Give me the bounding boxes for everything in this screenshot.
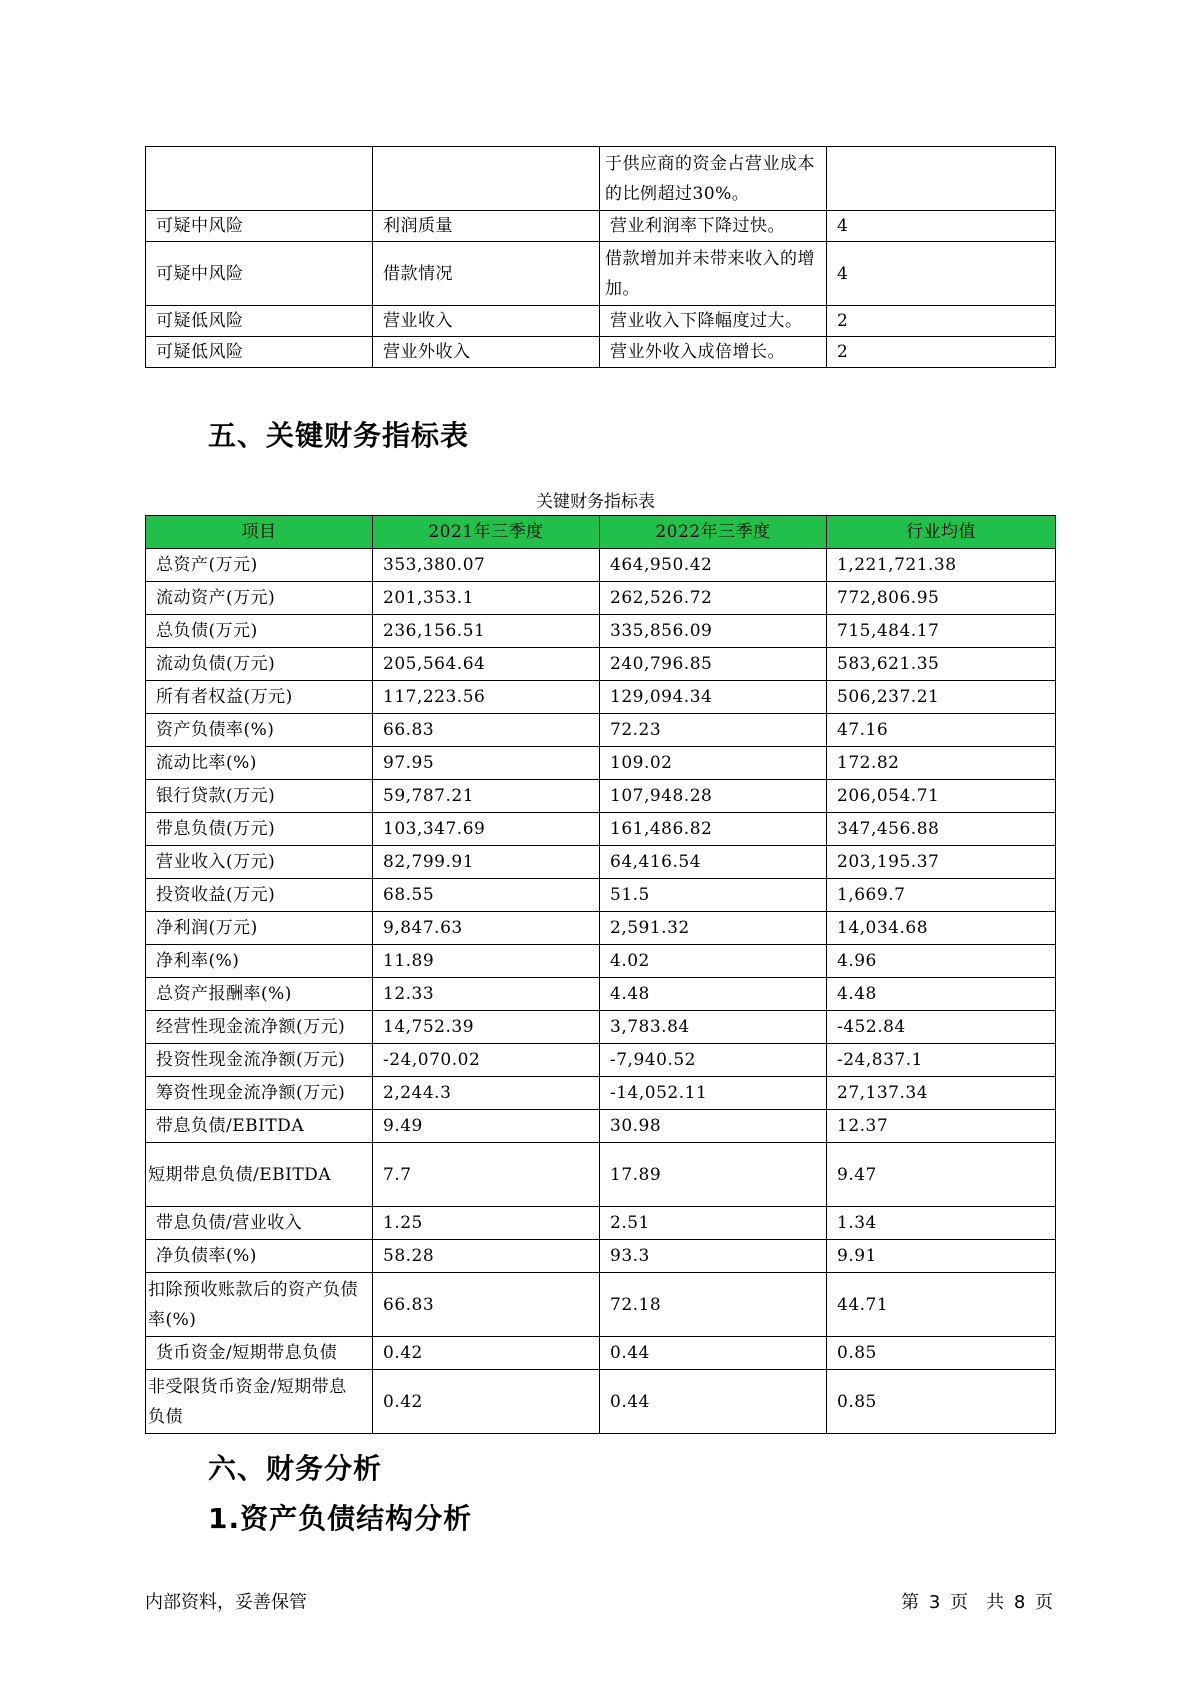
value-2022q3-cell: 107,948.28	[600, 780, 827, 813]
risk-level-cell: 可疑低风险	[146, 306, 373, 337]
industry-average-cell: 27,137.34	[827, 1077, 1056, 1110]
header-industry-average: 行业均值	[827, 516, 1056, 549]
risk-item-cell	[373, 147, 600, 211]
risk-item-cell: 营业收入	[373, 306, 600, 337]
indicator-name-cell: 货币资金/短期带息负债	[146, 1337, 373, 1370]
risk-score-cell: 4	[827, 242, 1056, 306]
industry-average-cell: 4.96	[827, 945, 1056, 978]
indicator-name-cell: 总资产(万元)	[146, 549, 373, 582]
indicator-name-cell: 营业收入(万元)	[146, 846, 373, 879]
value-2021q3-cell: 9,847.63	[373, 912, 600, 945]
risk-description-cell: 营业收入下降幅度过大。	[600, 306, 827, 337]
industry-average-cell: 1,221,721.38	[827, 549, 1056, 582]
table-header-row	[146, 516, 1056, 549]
value-2022q3-cell: 72.23	[600, 714, 827, 747]
risk-table	[145, 146, 1056, 368]
risk-description-cell: 营业外收入成倍增长。	[600, 337, 827, 368]
risk-score-cell	[827, 147, 1056, 211]
indicator-name-cell: 带息负债/EBITDA	[146, 1110, 373, 1143]
value-2021q3-cell: 205,564.64	[373, 648, 600, 681]
value-2021q3-cell: 1.25	[373, 1207, 600, 1240]
value-2021q3-cell: 236,156.51	[373, 615, 600, 648]
industry-average-cell: 1,669.7	[827, 879, 1056, 912]
table-row	[146, 582, 1056, 615]
value-2022q3-cell: 51.5	[600, 879, 827, 912]
indicator-name-cell: 带息负债(万元)	[146, 813, 373, 846]
value-2021q3-cell: 12.33	[373, 978, 600, 1011]
value-2021q3-cell: 7.7	[373, 1143, 600, 1207]
table-row	[146, 1370, 1056, 1434]
indicator-name-cell: 所有者权益(万元)	[146, 681, 373, 714]
industry-average-cell: -24,837.1	[827, 1044, 1056, 1077]
value-2021q3-cell: 201,353.1	[373, 582, 600, 615]
risk-score-cell: 4	[827, 211, 1056, 242]
industry-average-cell: 203,195.37	[827, 846, 1056, 879]
value-2022q3-cell: -7,940.52	[600, 1044, 827, 1077]
risk-description-cell: 营业利润率下降过快。	[600, 211, 827, 242]
table-row	[146, 1011, 1056, 1044]
industry-average-cell: 4.48	[827, 978, 1056, 1011]
value-2021q3-cell: 82,799.91	[373, 846, 600, 879]
indicator-name-cell: 经营性现金流净额(万元)	[146, 1011, 373, 1044]
industry-average-cell: 0.85	[827, 1370, 1056, 1434]
header-2022q3: 2022年三季度	[600, 516, 827, 549]
table-row	[146, 147, 1056, 211]
industry-average-cell: 347,456.88	[827, 813, 1056, 846]
total-pages: 8	[1013, 1592, 1026, 1613]
table-row	[146, 306, 1056, 337]
table-row	[146, 1143, 1056, 1207]
value-2022q3-cell: 64,416.54	[600, 846, 827, 879]
indicator-name-cell: 银行贷款(万元)	[146, 780, 373, 813]
value-2022q3-cell: 93.3	[600, 1240, 827, 1273]
table-row	[146, 337, 1056, 368]
page-suffix: 页	[1035, 1592, 1053, 1613]
indicator-name-cell: 非受限货币资金/短期带息负债	[146, 1370, 373, 1434]
industry-average-cell: 0.85	[827, 1337, 1056, 1370]
value-2021q3-cell: 97.95	[373, 747, 600, 780]
table-row	[146, 714, 1056, 747]
value-2022q3-cell: 3,783.84	[600, 1011, 827, 1044]
table-row	[146, 681, 1056, 714]
risk-item-cell: 借款情况	[373, 242, 600, 306]
indicator-name-cell: 总资产报酬率(%)	[146, 978, 373, 1011]
indicator-name-cell: 净利润(万元)	[146, 912, 373, 945]
industry-average-cell: 172.82	[827, 747, 1056, 780]
value-2022q3-cell: 129,094.34	[600, 681, 827, 714]
risk-score-cell: 2	[827, 337, 1056, 368]
value-2022q3-cell: 161,486.82	[600, 813, 827, 846]
table-row	[146, 1337, 1056, 1370]
value-2022q3-cell: 4.48	[600, 978, 827, 1011]
page-prefix: 第	[901, 1592, 920, 1613]
value-2022q3-cell: 2,591.32	[600, 912, 827, 945]
indicator-name-cell: 短期带息负债/EBITDA	[146, 1143, 373, 1207]
industry-average-cell: 44.71	[827, 1273, 1056, 1337]
financial-table-body	[146, 549, 1056, 1434]
value-2021q3-cell: 0.42	[373, 1337, 600, 1370]
indicator-name-cell: 资产负债率(%)	[146, 714, 373, 747]
value-2022q3-cell: 240,796.85	[600, 648, 827, 681]
table-row	[146, 945, 1056, 978]
value-2022q3-cell: 72.18	[600, 1273, 827, 1337]
industry-average-cell: -452.84	[827, 1011, 1056, 1044]
table-row	[146, 747, 1056, 780]
table-row	[146, 780, 1056, 813]
indicator-name-cell: 流动比率(%)	[146, 747, 373, 780]
risk-item-cell: 营业外收入	[373, 337, 600, 368]
section-6-heading: 六、财务分析	[208, 1452, 383, 1485]
industry-average-cell: 583,621.35	[827, 648, 1056, 681]
table-caption: 关键财务指标表	[536, 492, 655, 512]
risk-item-cell: 利润质量	[373, 211, 600, 242]
risk-description-cell: 借款增加并未带来收入的增加。	[600, 242, 827, 306]
value-2022q3-cell: 0.44	[600, 1370, 827, 1434]
risk-level-cell: 可疑中风险	[146, 211, 373, 242]
value-2021q3-cell: 58.28	[373, 1240, 600, 1273]
table-row	[146, 813, 1056, 846]
table-row	[146, 1273, 1056, 1337]
table-row	[146, 912, 1056, 945]
value-2021q3-cell: 117,223.56	[373, 681, 600, 714]
section-5-heading: 五、关键财务指标表	[208, 419, 470, 452]
table-row	[146, 615, 1056, 648]
value-2021q3-cell: 68.55	[373, 879, 600, 912]
value-2022q3-cell: 4.02	[600, 945, 827, 978]
value-2022q3-cell: 0.44	[600, 1337, 827, 1370]
indicator-name-cell: 扣除预收账款后的资产负债率(%)	[146, 1273, 373, 1337]
industry-average-cell: 206,054.71	[827, 780, 1056, 813]
table-row	[146, 846, 1056, 879]
risk-level-cell: 可疑中风险	[146, 242, 373, 306]
table-row	[146, 1077, 1056, 1110]
industry-average-cell: 14,034.68	[827, 912, 1056, 945]
table-row	[146, 978, 1056, 1011]
table-row	[146, 242, 1056, 306]
page-mid: 页 共	[950, 1592, 1005, 1613]
risk-description-cell: 于供应商的资金占营业成本的比例超过30%。	[600, 147, 827, 211]
financial-indicators-table	[145, 515, 1056, 1434]
subsection-heading: 1.资产负债结构分析	[208, 1502, 473, 1535]
industry-average-cell: 1.34	[827, 1207, 1056, 1240]
value-2021q3-cell: 103,347.69	[373, 813, 600, 846]
risk-score-cell: 2	[827, 306, 1056, 337]
indicator-name-cell: 带息负债/营业收入	[146, 1207, 373, 1240]
value-2021q3-cell: 11.89	[373, 945, 600, 978]
value-2021q3-cell: 353,380.07	[373, 549, 600, 582]
value-2021q3-cell: -24,070.02	[373, 1044, 600, 1077]
value-2021q3-cell: 66.83	[373, 714, 600, 747]
indicator-name-cell: 投资性现金流净额(万元)	[146, 1044, 373, 1077]
value-2022q3-cell: 109.02	[600, 747, 827, 780]
value-2021q3-cell: 66.83	[373, 1273, 600, 1337]
value-2022q3-cell: 262,526.72	[600, 582, 827, 615]
industry-average-cell: 9.91	[827, 1240, 1056, 1273]
indicator-name-cell: 投资收益(万元)	[146, 879, 373, 912]
indicator-name-cell: 净负债率(%)	[146, 1240, 373, 1273]
value-2022q3-cell: -14,052.11	[600, 1077, 827, 1110]
value-2021q3-cell: 14,752.39	[373, 1011, 600, 1044]
indicator-name-cell: 净利率(%)	[146, 945, 373, 978]
indicator-name-cell: 流动资产(万元)	[146, 582, 373, 615]
value-2022q3-cell: 17.89	[600, 1143, 827, 1207]
value-2021q3-cell: 0.42	[373, 1370, 600, 1434]
header-item: 项目	[146, 516, 373, 549]
table-row	[146, 211, 1056, 242]
table-row	[146, 879, 1056, 912]
indicator-name-cell: 流动负债(万元)	[146, 648, 373, 681]
value-2022q3-cell: 464,950.42	[600, 549, 827, 582]
value-2021q3-cell: 2,244.3	[373, 1077, 600, 1110]
value-2022q3-cell: 30.98	[600, 1110, 827, 1143]
industry-average-cell: 715,484.17	[827, 615, 1056, 648]
page-number	[899, 1588, 1055, 1614]
footer-confidential-note: 内部资料，妥善保管	[145, 1592, 307, 1613]
table-row	[146, 1044, 1056, 1077]
header-2021q3: 2021年三季度	[373, 516, 600, 549]
value-2022q3-cell: 335,856.09	[600, 615, 827, 648]
table-row	[146, 648, 1056, 681]
industry-average-cell: 47.16	[827, 714, 1056, 747]
industry-average-cell: 506,237.21	[827, 681, 1056, 714]
table-row	[146, 1110, 1056, 1143]
risk-level-cell: 可疑低风险	[146, 337, 373, 368]
industry-average-cell: 772,806.95	[827, 582, 1056, 615]
value-2021q3-cell: 9.49	[373, 1110, 600, 1143]
table-row	[146, 1207, 1056, 1240]
indicator-name-cell: 筹资性现金流净额(万元)	[146, 1077, 373, 1110]
current-page: 3	[928, 1592, 941, 1613]
risk-level-cell	[146, 147, 373, 211]
industry-average-cell: 9.47	[827, 1143, 1056, 1207]
table-row	[146, 1240, 1056, 1273]
value-2022q3-cell: 2.51	[600, 1207, 827, 1240]
value-2021q3-cell: 59,787.21	[373, 780, 600, 813]
table-row	[146, 549, 1056, 582]
industry-average-cell: 12.37	[827, 1110, 1056, 1143]
indicator-name-cell: 总负债(万元)	[146, 615, 373, 648]
